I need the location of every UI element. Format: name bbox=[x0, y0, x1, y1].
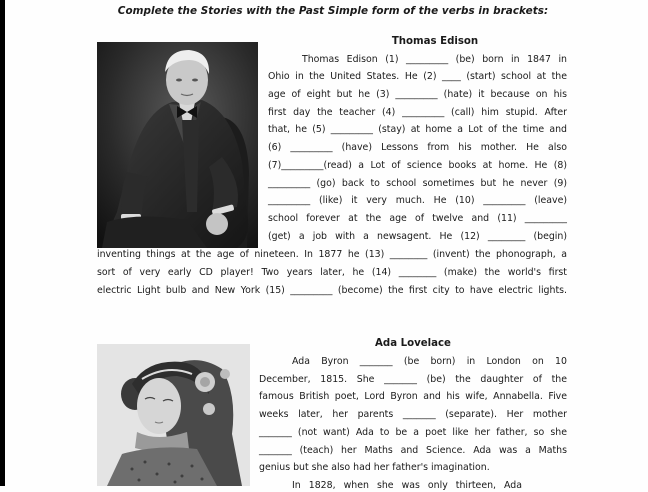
story-line: Ada Byron _______ (be born) in London on 10 bbox=[292, 356, 567, 367]
worksheet-instruction: Complete the Stories with the Past Simple form of the verbs in brackets: bbox=[117, 5, 549, 17]
story-line: _________ (go) back to school sometimes but he never (9) bbox=[268, 178, 567, 189]
story-line: December, 1815. She _______ (be) the daughter of the bbox=[259, 374, 567, 385]
story-line: _______ (teach) her Maths and Science. Ada was a Maths bbox=[259, 445, 567, 456]
story-line: sort of very early CD player! Two years later, he (14) ________ (make) the world's first bbox=[97, 267, 567, 278]
left-border-bar bbox=[0, 0, 5, 486]
story-title: Thomas Edison bbox=[391, 36, 479, 47]
story-line: famous British poet, Lord Byron and his wife, Annabella. Five bbox=[259, 391, 567, 402]
story-line: age of eight but he (3) _________ (hate) it because on his bbox=[268, 89, 567, 100]
story-line: that, he (5) _________ (stay) at home a Lot of the time and bbox=[268, 124, 567, 135]
story-line: _______ (not want) Ada to be a poet like her father, so she bbox=[259, 427, 567, 438]
story-line: first day the teacher (4) _________ (call) him stupid. After bbox=[268, 107, 567, 118]
story-line: (6) _________ (have) Lessons from his mother. He also bbox=[268, 142, 567, 153]
story-line: (get) a job with a newsagent. He (12) ________ (begin) bbox=[268, 231, 567, 242]
story-title: Ada Lovelace bbox=[375, 338, 451, 349]
story-line: (7)_________(read) a Lot of science books at home. He (8) bbox=[268, 160, 567, 171]
story-line: Thomas Edison (1) _________ (be) born in 1847 in bbox=[302, 54, 567, 65]
story-line: inventing things at the age of nineteen. In 1877 he (13) ________ (invent) the phonograph, a bbox=[97, 249, 567, 260]
story-line: genius but she also had her father's imagination. bbox=[259, 462, 490, 473]
story-line: weeks later, her parents _______ (separate). Her mother bbox=[259, 409, 567, 420]
story-line: Ohio in the United States. He (2) ____ (start) school at the bbox=[268, 71, 567, 82]
story-line: _________ (like) it very much. He (10) _________ (leave) bbox=[268, 195, 567, 206]
story-line: school forever at the age of twelve and (11) _________ bbox=[268, 213, 567, 224]
story-line: In 1828, when she was only thirteen, Ada bbox=[292, 480, 522, 491]
story-line: electric Light bulb and New York (15) _________ (become) the first city to have electric lights. bbox=[97, 285, 567, 296]
ada-lovelace-portrait-engraving bbox=[97, 344, 250, 486]
edison-portrait-photo bbox=[97, 42, 258, 248]
